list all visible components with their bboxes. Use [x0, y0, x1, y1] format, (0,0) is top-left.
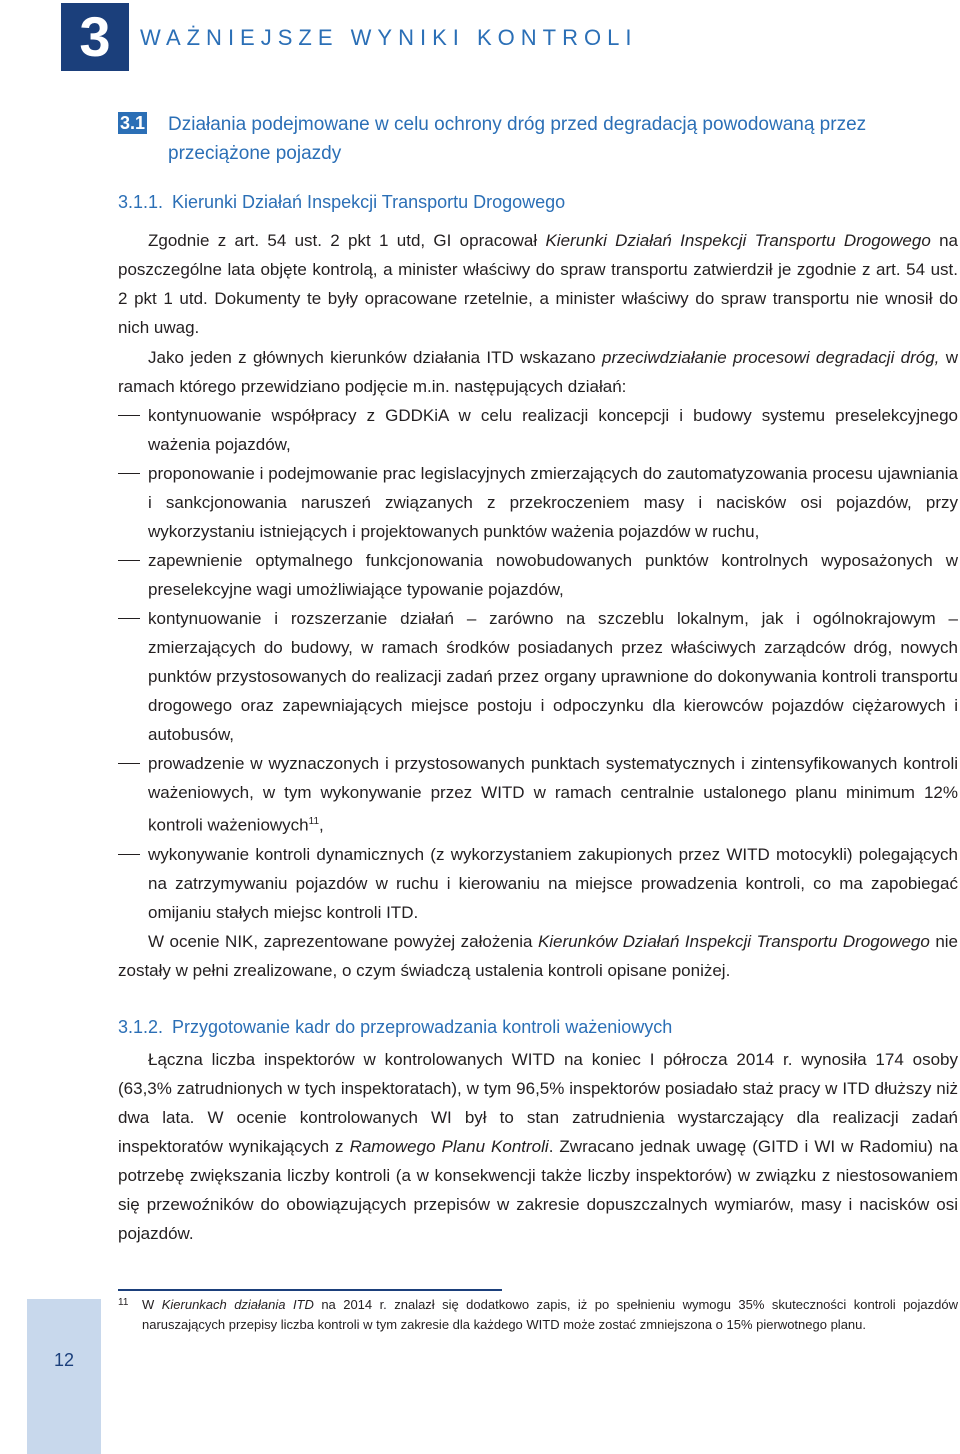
list-item [118, 604, 958, 749]
paragraph [118, 1045, 958, 1248]
dash-bullet [118, 560, 140, 561]
paragraph-text: na poszczególne lata objęte kontrolą, a minister właściwy do spraw transportu zatwierdził je zgodnie z art. 54 ust. 2 pkt 1 utd. Dokumenty te były opracowane rzetelnie, a minister właściwy do spraw transportu nie wnosił do nich uwag. [118, 231, 959, 337]
dash-bullet [118, 618, 140, 619]
dash-bullet [118, 763, 140, 764]
subsection-title: Kierunki Działań Inspekcji Transportu Drogowego [172, 192, 566, 212]
paragraph [118, 927, 958, 985]
section-number: 3.1 [120, 113, 146, 133]
list-item [118, 840, 958, 927]
page-number-box [27, 1299, 101, 1454]
list-item [118, 459, 958, 546]
list-item [118, 749, 958, 840]
paragraph-italic: przeciwdziałanie procesowi degradacji dróg, [602, 348, 940, 367]
chapter-number-box [61, 3, 129, 71]
footnote-divider [118, 1289, 502, 1291]
paragraph-italic: Kierunków Działań Inspekcji Transportu Drogowego [537, 932, 930, 951]
subsection-number: 3.1.2. [118, 1017, 164, 1037]
paragraph-text: Jako jeden z głównych kierunków działania ITD wskazano [148, 348, 603, 367]
paragraph-text: Łączna liczba inspektorów w kontrolowanych WITD na koniec I półrocza 2014 r. wynosiła 174 osoby (63,3% zatrudnionych w tych inspektoratach), w tym 96,5% inspektorów posiadało staż pracy w ITD dłuższy niż dwa lata. W ocenie kontrolowanych WI był to stan zatrudnienia wystarczający dla realizacji zadań inspektoratów wynikających z [118, 1050, 958, 1156]
list-item-text: prowadzenie w wyznaczonych i przystosowanych punktach systematycznych i zintensyfikowanych kontroli ważeniowych, w tym wykonywanie przez WITD w ramach centralnie ustalonego planu minimum 12% kontroli ważeniowych [148, 754, 958, 835]
action-list [118, 401, 958, 927]
paragraph [118, 226, 958, 342]
footnote-part: na 2014 r. znalazł się dodatkowo zapis, iż po spełnieniu wymogu 35% skuteczności kontroli pojazdów naruszających przepisy liczba kontroli w tym zakresie dla każdego WITD może zostać zmniejszona o 15% pierwotnego planu. [142, 1297, 958, 1332]
paragraph-italic: Kierunki Działań Inspekcji Transportu Drogowego [545, 231, 931, 250]
chapter-number: 3 [79, 5, 111, 68]
list-item-text: , [319, 815, 324, 835]
footnote-text [142, 1295, 958, 1335]
list-item-text: wykonywanie kontroli dynamicznych (z wykorzystaniem zakupionych przez WITD motocykli) polegających na zatrzymywaniu pojazdów w ruchu i kierowaniu na miejsce prowadzenia kontroli, co ma zapobiegać omijaniu stałych miejsc kontroli ITD. [148, 844, 958, 922]
footnote-ref[interactable]: 11 [308, 816, 320, 827]
paragraph-text: W ocenie NIK, zaprezentowane powyżej założenia [148, 932, 538, 951]
paragraph-text: nie zostały w pełni zrealizowane, o czym świadczą ustalenia kontroli opisane poniżej. [118, 932, 959, 980]
list-item [118, 401, 958, 459]
paragraph [118, 343, 958, 401]
dash-bullet [118, 415, 140, 416]
dash-bullet [118, 854, 140, 855]
subsection-number: 3.1.1. [118, 192, 164, 212]
footnote-italic: Kierunkach działania ITD [161, 1297, 314, 1312]
footnote-part: W [142, 1297, 162, 1312]
list-item-text: zapewnienie optymalnego funkcjonowania nowobudowanych punktów kontrolnych wyposażonych w preselekcyjne wagi umożliwiające typowanie pojazdów, [148, 551, 958, 599]
list-item [118, 546, 958, 604]
paragraph-text: Zgodnie z art. 54 ust. 2 pkt 1 utd, GI opracował [148, 231, 546, 250]
paragraph-text: . Zwracano jednak uwagę (GITD i WI w Radomiu) na potrzebę zwiększania liczby kontroli (a w konsekwencji także liczby inspektorów) w związku z niestosowaniem się przewoźników do obowiązujących przepisów w zakresie dopuszczalnych wymiarów, masy i nacisków osi pojazdów. [118, 1137, 958, 1243]
list-item-text: kontynuowanie i rozszerzanie działań – zarówno na szczeblu lokalnym, jak i ogólnokrajowym – zmierzających do budowy, w ramach środków posiadanych przez właściwych zarządców dróg, nowych punktów przystosowanych do realizacji zadań przez organy uprawnione do dokonywania kontroli transportu drogowego oraz zapewniających miejsce postoju i odpoczynku dla kierowców pojazdów ciężarowych i autobusów, [148, 609, 958, 744]
list-item-text: kontynuowanie współpracy z GDDKiA w celu realizacji koncepcji i budowy systemu preselekcyjnego ważenia pojazdów, [148, 406, 958, 454]
dash-bullet [118, 473, 140, 474]
paragraph-text: w ramach którego przewidziano podjęcie m.in. następujących działań: [118, 348, 959, 396]
section-title: Działania podejmowane w celu ochrony dróg przed degradacją powodowaną przez przeciążone pojazdy [168, 114, 867, 164]
chapter-title: WAŻNIEJSZE WYNIKI KONTROLI [140, 25, 638, 50]
subsection-title: Przygotowanie kadr do przeprowadzania kontroli ważeniowych [172, 1017, 673, 1037]
paragraph-italic: Ramowego Planu Kontroli [349, 1137, 549, 1156]
page-number: 12 [53, 1350, 75, 1370]
list-item-text: proponowanie i podejmowanie prac legislacyjnych zmierzających do zautomatyzowania procesu ujawniania i sankcjonowania naruszeń związanych z przekroczeniem masy i nacisków osi pojazdów, przy wykorzystaniu istniejących i projektowanych punktów ważenia pojazdów w ruchu, [148, 464, 958, 541]
footnote-number: 11 [118, 1297, 129, 1308]
